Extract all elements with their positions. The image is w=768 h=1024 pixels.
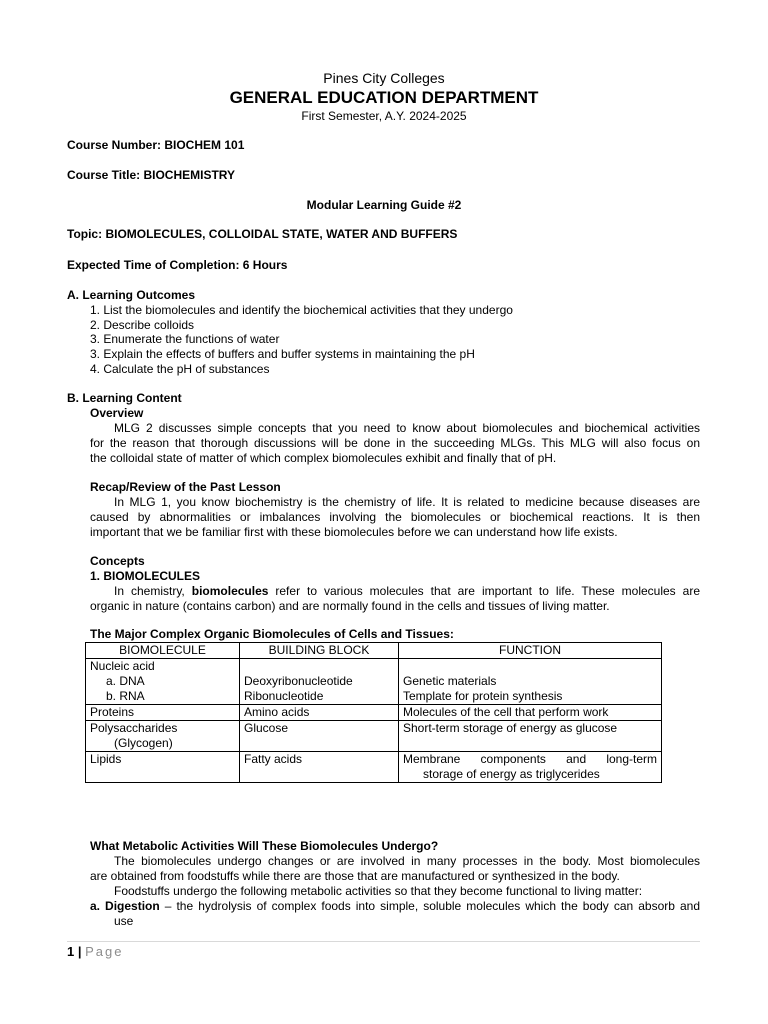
recap-line: In MLG 1, you know biochemistry is the chemistry of life. It is related to medicine because diseases are	[114, 495, 700, 509]
topic-line: Topic: BIOMOLECULES, COLLOIDAL STATE, WATER AND BUFFERS	[67, 227, 458, 241]
cell-text: Template for protein synthesis	[403, 689, 563, 703]
biomolecules-heading: 1. BIOMOLECULES	[90, 569, 201, 583]
concepts-heading: Concepts	[90, 554, 145, 568]
table-cell: Short-term storage of energy as glucose	[399, 721, 662, 752]
metabolic-line: are obtained from foodstuffs while there are those that are manufactured or synthesized in the body.	[90, 869, 620, 883]
overview-line: MLG 2 discusses simple concepts that you need to know about biomolecules and biochemical activities	[114, 421, 700, 435]
cell-text: Polysaccharides	[90, 721, 178, 735]
recap-heading: Recap/Review of the Past Lesson	[90, 480, 281, 494]
outcome-item: 4. Calculate the pH of substances	[90, 362, 270, 376]
overview-line: for the reason that thorough discussions will be done in the succeeding MLGs. This MLG will also focus on	[90, 436, 700, 450]
cell-text: Ribonucleotide	[244, 689, 324, 703]
cell-text: (Glycogen)	[114, 736, 173, 750]
digestion-line	[90, 899, 700, 914]
school-name: Pines City Colleges	[323, 70, 445, 86]
content-heading: B. Learning Content	[67, 391, 182, 405]
column-header: BIOMOLECULE	[86, 643, 240, 659]
digestion-line: use	[114, 914, 134, 928]
cell-text: Genetic materials	[403, 674, 497, 688]
table-cell	[399, 752, 662, 783]
column-header: BUILDING BLOCK	[240, 643, 399, 659]
bio-text: In chemistry,	[114, 584, 192, 598]
table-row	[86, 705, 662, 721]
page-number: 1	[67, 944, 75, 959]
bio-text: refer to various molecules that are important to life. These molecules are	[268, 584, 700, 598]
metabolic-line: The biomolecules undergo changes or are involved in many processes in the body. Most biomolecules	[114, 854, 700, 868]
page-word: Page	[85, 944, 124, 959]
digestion-text: – the hydrolysis of complex foods into simple, soluble molecules which the body can absorb and	[159, 899, 700, 913]
table-cell	[399, 659, 662, 705]
table-cell: Amino acids	[240, 705, 399, 721]
biomolecules-table	[85, 642, 662, 783]
cell-text: a. DNA	[106, 674, 145, 688]
table-header-row	[86, 643, 662, 659]
cell-text: b. RNA	[106, 689, 145, 703]
cell-text: storage of energy as triglycerides	[423, 767, 600, 781]
digestion-term: a. Digestion	[90, 899, 160, 913]
table-row	[86, 752, 662, 783]
biomolecules-paragraph-line	[114, 584, 700, 599]
outcome-item: 3. Enumerate the functions of water	[90, 332, 280, 346]
table-cell: Molecules of the cell that perform work	[399, 705, 662, 721]
table-cell	[240, 659, 399, 705]
guide-title: Modular Learning Guide #2	[306, 198, 462, 212]
outcome-item: 3. Explain the effects of buffers and buffer systems in maintaining the pH	[90, 347, 475, 361]
overview-heading: Overview	[90, 406, 144, 420]
table-cell: Glucose	[240, 721, 399, 752]
table-cell: Fatty acids	[240, 752, 399, 783]
cell-text: Membrane components and long-term	[403, 752, 657, 766]
department-title: GENERAL EDUCATION DEPARTMENT	[229, 88, 539, 107]
metabolic-line: Foodstuffs undergo the following metabolic activities so that they become functional to living matter:	[114, 884, 643, 898]
recap-line: important that we be familiar first with these biomolecules before we can understand how life exists.	[90, 525, 618, 539]
footer-divider	[67, 941, 700, 942]
biomolecules-paragraph-line: organic in nature (contains carbon) and are normally found in the cells and tissues of living matter.	[90, 599, 610, 613]
outcomes-heading: A. Learning Outcomes	[67, 288, 196, 302]
recap-line: caused by abnormalities or imbalances involving the biomolecules or biochemical reactions. It is then	[90, 510, 700, 524]
table-cell: Lipids	[86, 752, 240, 783]
table-row	[86, 659, 662, 705]
cell-text: Deoxyribonucleotide	[244, 674, 353, 688]
course-number: Course Number: BIOCHEM 101	[67, 138, 245, 152]
overview-line: the colloidal state of matter of which complex biomolecules exhibit and finally that of pH.	[90, 451, 557, 465]
table-caption: The Major Complex Organic Biomolecules of Cells and Tissues:	[90, 627, 454, 641]
semester-line: First Semester, A.Y. 2024-2025	[301, 109, 467, 123]
table-cell	[86, 659, 240, 705]
column-header: FUNCTION	[399, 643, 662, 659]
table-cell	[86, 721, 240, 752]
page-footer	[67, 944, 124, 959]
course-title: Course Title: BIOCHEMISTRY	[67, 168, 236, 182]
outcome-item: 2. Describe colloids	[90, 318, 195, 332]
page-separator: |	[77, 944, 82, 959]
table-row	[86, 721, 662, 752]
bio-term: biomolecules	[191, 584, 269, 598]
table-cell: Proteins	[86, 705, 240, 721]
cell-text: Nucleic acid	[90, 659, 155, 673]
outcome-item: 1. List the biomolecules and identify the biochemical activities that they undergo	[90, 303, 513, 317]
time-line: Expected Time of Completion: 6 Hours	[67, 258, 288, 272]
metabolic-heading: What Metabolic Activities Will These Biomolecules Undergo?	[90, 839, 439, 853]
